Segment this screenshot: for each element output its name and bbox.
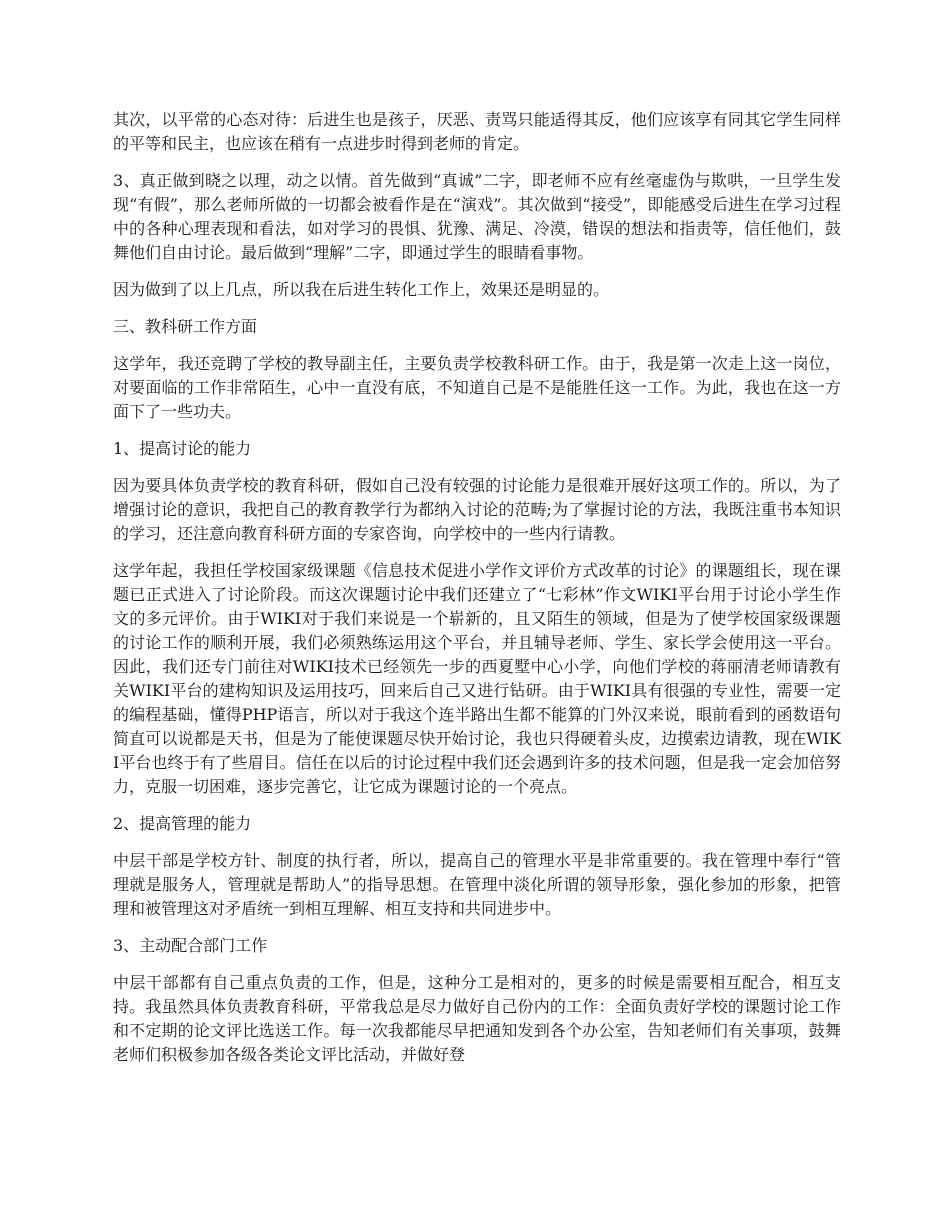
paragraph-research-intro: 这学年，我还竞聘了学校的教导副主任，主要负责学校教科研工作。由于，我是第一次走上这一岗位，对要面临的工作非常陌生，心中一直没有底，不知道自己是不是能胜任这一工作。为此，我也在这一方面下了一些功夫。 [113,354,841,421]
subheading-department-cooperation: 3、主动配合部门工作 [113,936,268,955]
subheading-management-ability: 2、提高管理的能力 [113,814,252,833]
paragraph-management: 中层干部是学校方针、制度的执行者，所以，提高自己的管理水平是非常重要的。我在管理中奉行“管理就是服务人，管理就是帮助人”的指导思想。在管理中淡化所谓的领导形象，强化参加的形象，把管理和被管理这对矛盾统一到相互理解、相互支持和共同进步中。 [113,851,841,918]
subheading-discussion-ability: 1、提高讨论的能力 [113,439,252,458]
paragraph-wiki-project: 这学年起，我担任学校国家级课题《信息技术促进小学作文评价方式改革的讨论》的课题组长，现在课题已正式进入了讨论阶段。而这次课题讨论中我们还建立了“七彩林”作文WIKI平台用于讨论小学生作文的多元评价。由于WIKI对于我们来说是一个崭新的，且又陌生的领域，但是为了使学校国家级课题的讨论工作的顺利开展，我们必须熟练运用这个平台，并且辅导老师、学生、家长学会使用这一平台。因此，我们还专门前往对WIKI技术已经领先一步的西夏墅中心小学，向他们学校的蒋丽清老师请教有关WIKI平台的建构知识及运用技巧，回来后自己又进行钻研。由于WIKI具有很强的专业性，需要一定的编程基础，懂得PHP语言，所以对于我这个连半路出生都不能算的门外汉来说，眼前看到的函数语句简直可以说都是天书，但是为了能使课题尽快开始讨论，我也只得硬着头皮，边摸索边请教，现在WIKI平台也终于有了些眉目。信任在以后的讨论过程中我们还会遇到许多的技术问题，但是我一定会加倍努力，克服一切困难，逐步完善它，让它成为课题讨论的一个亮点。 [113,561,841,796]
section-heading-research: 三、教科研工作方面 [113,317,258,336]
document-page [113,108,841,1080]
paragraph-discussion-ability: 因为要具体负责学校的教育科研，假如自己没有较强的讨论能力是很难开展好这项工作的。所以，为了增强讨论的意识，我把自己的教育教学行为都纳入讨论的范畴;为了掌握讨论的方法，我既注重书本知识的学习，还注意向教育科研方面的专家咨询，向学校中的一些内行请教。 [113,476,841,543]
paragraph-result: 因为做到了以上几点，所以我在后进生转化工作上，效果还是明显的。 [113,280,610,299]
paragraph-attitude: 其次，以平常的心态对待：后进生也是孩子，厌恶、责骂只能适得其反，他们应该享有同其它学生同样的平等和民主，也应该在稍有一点进步时得到老师的肯定。 [113,110,841,153]
paragraph-cooperation: 中层干部都有自己重点负责的工作，但是，这种分工是相对的，更多的时候是需要相互配合，相互支持。我虽然具体负责教育科研，平常我总是尽力做好自己份内的工作：全面负责好学校的课题讨论工作和不定期的论文评比选送工作。每一次我都能尽早把通知发到各个办公室，告知老师们有关事项，鼓舞老师们积极参加各级各类论文评比活动，并做好登 [113,973,841,1064]
paragraph-sincerity: 3、真正做到晓之以理，动之以情。首先做到“真诚”二字，即老师不应有丝毫虚伪与欺哄，一旦学生发现“有假”，那么老师所做的一切都会被看作是在“演戏”。其次做到“接受”，即能感受后进生在学习过程中的各种心理表现和看法，如对学习的畏惧、犹豫、满足、冷漠，错误的想法和指责等，信任他们，鼓舞他们自由讨论。最后做到“理解”二字，即通过学生的眼睛看事物。 [113,171,841,262]
